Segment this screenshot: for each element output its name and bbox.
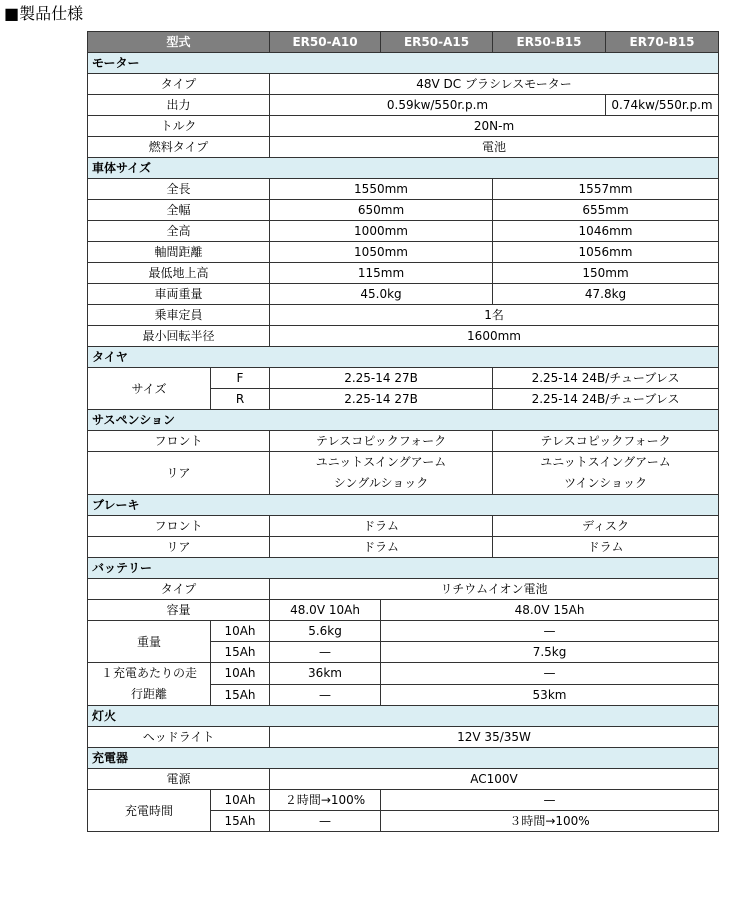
cell-line: ユニットスイングアーム: [540, 455, 671, 469]
row-label-line: １充電あたりの走: [100, 666, 197, 680]
cell-value: 12V 35/35W: [270, 727, 719, 748]
table-row: [88, 621, 719, 642]
row-label: 重量: [88, 621, 211, 663]
cell-value: ３時間→100%: [381, 811, 719, 832]
table-row: [88, 200, 719, 221]
table-row: [88, 727, 719, 748]
sub-label: 15Ah: [211, 811, 270, 832]
cell-value: 1557mm: [493, 179, 719, 200]
cell-value: 20N-m: [270, 116, 719, 137]
table-row: [88, 600, 719, 621]
section-battery: バッテリー: [88, 558, 719, 579]
cell-line: ツインショック: [564, 476, 647, 490]
table-row: [88, 221, 719, 242]
sub-label: 10Ah: [211, 663, 270, 685]
cell-value: ２時間→100%: [270, 790, 381, 811]
cell-value: 1600mm: [270, 326, 719, 347]
row-label: フロント: [88, 516, 270, 537]
section-brake: ブレーキ: [88, 495, 719, 516]
row-label: トルク: [88, 116, 270, 137]
row-label: 軸間距離: [88, 242, 270, 263]
table-row: [88, 305, 719, 326]
cell-value: 48.0V 10Ah: [270, 600, 381, 621]
row-label: タイプ: [88, 579, 270, 600]
row-label: 全高: [88, 221, 270, 242]
cell-value: 2.25-14 24B/チューブレス: [493, 389, 719, 410]
table-row: [88, 95, 719, 116]
cell-value: 1000mm: [270, 221, 493, 242]
cell-value: 7.5kg: [381, 642, 719, 663]
cell-value: 電池: [270, 137, 719, 158]
spec-table: [87, 31, 719, 832]
section-body-size: 車体サイズ: [88, 158, 719, 179]
sub-label: 10Ah: [211, 621, 270, 642]
cell-value-multiline: [493, 452, 719, 495]
row-label: 容量: [88, 600, 270, 621]
sub-label: 10Ah: [211, 790, 270, 811]
row-label: 充電時間: [88, 790, 211, 832]
table-row: [88, 769, 719, 790]
cell-value: ドラム: [270, 537, 493, 558]
cell-value-multiline: [270, 452, 493, 495]
cell-value: ディスク: [493, 516, 719, 537]
table-row: [88, 242, 719, 263]
cell-value: 47.8kg: [493, 284, 719, 305]
cell-value: 53km: [381, 684, 719, 706]
cell-value: 650mm: [270, 200, 493, 221]
row-label: 最小回転半径: [88, 326, 270, 347]
table-row: [88, 74, 719, 95]
table-row: [88, 431, 719, 452]
table-row: [88, 326, 719, 347]
table-row: [88, 284, 719, 305]
cell-line: シングルショック: [333, 476, 429, 490]
cell-value: 1046mm: [493, 221, 719, 242]
cell-value: 2.25-14 24B/チューブレス: [493, 368, 719, 389]
cell-value: 2.25-14 27B: [270, 389, 493, 410]
cell-value: 5.6kg: [270, 621, 381, 642]
table-row: [88, 137, 719, 158]
model-header-label: 型式: [88, 32, 270, 53]
row-label: フロント: [88, 431, 270, 452]
cell-value: —: [381, 621, 719, 642]
section-suspension: サスペンション: [88, 410, 719, 431]
table-row: [88, 516, 719, 537]
table-row: [88, 663, 719, 685]
cell-line: ユニットスイングアーム: [315, 455, 447, 469]
model-name: ER50-A15: [381, 32, 493, 53]
cell-value: 36km: [270, 663, 381, 685]
cell-value: 1050mm: [270, 242, 493, 263]
cell-value: —: [381, 790, 719, 811]
row-label: 出力: [88, 95, 270, 116]
row-label: タイプ: [88, 74, 270, 95]
cell-value: ドラム: [493, 537, 719, 558]
cell-value: 1056mm: [493, 242, 719, 263]
table-header-row: [88, 32, 719, 53]
sub-label: R: [211, 389, 270, 410]
cell-value: 655mm: [493, 200, 719, 221]
row-label: サイズ: [88, 368, 211, 410]
row-label-line: 行距離: [130, 687, 167, 701]
row-label: 乗車定員: [88, 305, 270, 326]
model-name: ER50-B15: [493, 32, 606, 53]
cell-value: 45.0kg: [270, 284, 493, 305]
cell-value: 1550mm: [270, 179, 493, 200]
section-motor: モーター: [88, 53, 719, 74]
row-label: ヘッドライト: [88, 727, 270, 748]
cell-value: AC100V: [270, 769, 719, 790]
cell-value: 150mm: [493, 263, 719, 284]
sub-label: 15Ah: [211, 642, 270, 663]
cell-value: —: [381, 663, 719, 685]
cell-value: 48.0V 15Ah: [381, 600, 719, 621]
row-label: 全幅: [88, 200, 270, 221]
table-row: [88, 116, 719, 137]
table-row: [88, 790, 719, 811]
page-title: ■製品仕様: [4, 4, 84, 23]
table-row: [88, 579, 719, 600]
section-light: 灯火: [88, 706, 719, 727]
row-label: リア: [88, 537, 270, 558]
cell-value: 115mm: [270, 263, 493, 284]
table-row: [88, 179, 719, 200]
sub-label: F: [211, 368, 270, 389]
row-label: 燃料タイプ: [88, 137, 270, 158]
cell-value: —: [270, 684, 381, 706]
row-label: 電源: [88, 769, 270, 790]
cell-value: テレスコピックフォーク: [270, 431, 493, 452]
row-label: 車両重量: [88, 284, 270, 305]
row-label-multiline: [88, 663, 211, 706]
cell-value: 1名: [270, 305, 719, 326]
cell-value: ドラム: [270, 516, 493, 537]
row-label: 全長: [88, 179, 270, 200]
cell-value: テレスコピックフォーク: [493, 431, 719, 452]
table-row: [88, 452, 719, 495]
table-row: [88, 368, 719, 389]
model-name: ER70-B15: [606, 32, 719, 53]
cell-value: 0.59kw/550r.p.m: [270, 95, 606, 116]
section-charger: 充電器: [88, 748, 719, 769]
row-label: リア: [88, 452, 270, 495]
table-row: [88, 263, 719, 284]
row-label: 最低地上高: [88, 263, 270, 284]
cell-value: 2.25-14 27B: [270, 368, 493, 389]
cell-value: —: [270, 642, 381, 663]
table-row: [88, 537, 719, 558]
cell-value: リチウムイオン電池: [270, 579, 719, 600]
cell-value: —: [270, 811, 381, 832]
cell-value: 0.74kw/550r.p.m: [606, 95, 719, 116]
model-name: ER50-A10: [270, 32, 381, 53]
sub-label: 15Ah: [211, 684, 270, 706]
cell-value: 48V DC ブラシレスモーター: [270, 74, 719, 95]
section-tire: タイヤ: [88, 347, 719, 368]
